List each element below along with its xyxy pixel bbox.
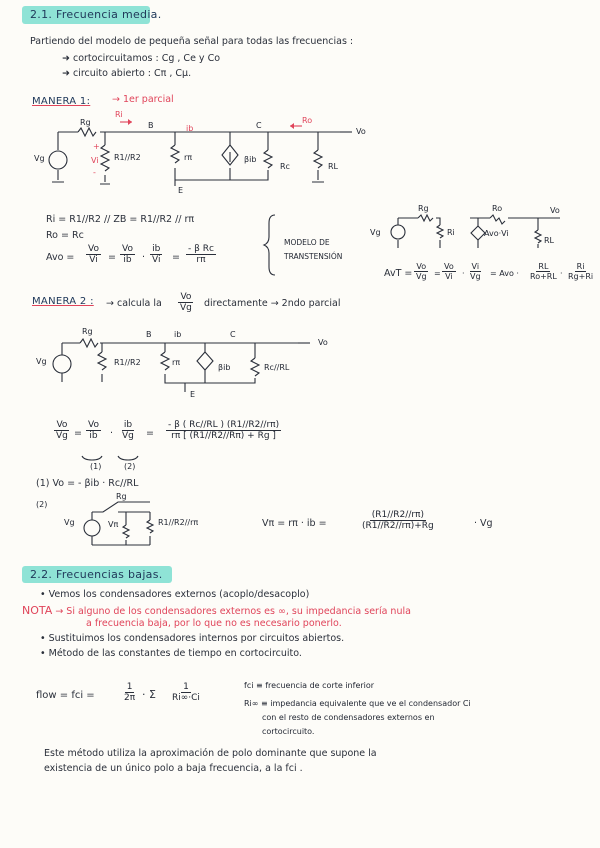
avt-f5-num: Ri (576, 262, 585, 271)
vpi-lhs: Vπ = rπ · ib = (262, 518, 327, 529)
c1-plus: + (93, 142, 100, 151)
c1-bib-label: βib (244, 155, 257, 164)
m1-eq-sym-2: · (142, 252, 146, 263)
def-line-4: cortocircuito. (262, 727, 315, 736)
m2-eq-b (120, 420, 136, 441)
section-title-2-1: 2.1. Frecuencia media. (30, 8, 162, 21)
m2-eq-lhs (54, 420, 70, 441)
m1-frac-4 (186, 244, 216, 265)
m1-eq-sym-3: = (172, 252, 180, 263)
c3-vg: Vg (64, 518, 75, 527)
c1-rpi-label: rπ (184, 153, 193, 162)
m1-f1-den: Vi (89, 255, 98, 265)
m1-f4-num: - β Rc (188, 244, 214, 254)
mod-ro: Ro (492, 204, 503, 213)
section-title-2-2: 2.2. Frecuencias bajas. (30, 568, 163, 581)
avt-frac-3 (468, 262, 483, 281)
mod-ri: Ri (447, 228, 455, 237)
manera2-text-post: directamente → 2ndo parcial (204, 298, 341, 309)
manera1-arrow-text: → 1er parcial (112, 94, 174, 105)
c2-vo: Vo (318, 338, 328, 347)
m1-f2-num: Vo (122, 244, 133, 254)
m1-eq-ro: Ro = Rc (46, 230, 84, 241)
avt-lhs: AvT = (384, 268, 413, 279)
m2-eq-rhs-den: rπ [ (R1//R2//Rπ) + Rg ] (171, 431, 276, 441)
m2-eq-sym-1: = (74, 428, 82, 439)
m2-eq-lhs-den: Vg (56, 431, 68, 441)
avt-sym-1: = (434, 269, 441, 278)
nota-text-1: → Si alguno de los condensadores externos es ∞, su impedancia sería nula (55, 606, 411, 617)
avt-sym-2: · (462, 269, 465, 278)
m1-frac-2 (120, 244, 135, 265)
c1-vo-label: Vo (356, 127, 366, 136)
manera1-arrow-label: 1er parcial (122, 94, 174, 105)
c2-e: E (190, 390, 196, 399)
m2-eq-a-num: Vo (88, 420, 99, 430)
flow-lhs: flow = fci = (36, 690, 95, 701)
avt-frac-1 (414, 262, 429, 281)
m1-frac-3 (150, 244, 162, 265)
avt-f2-den: Vi (445, 272, 453, 281)
m2-eq-sym-3: = (146, 428, 154, 439)
manera2-frac (178, 292, 194, 313)
m1-eq-avo-lhs: Avo = (46, 252, 75, 263)
avt-mid: = Avo · (490, 269, 519, 278)
m2-eq-rhs (166, 420, 281, 441)
c2-rg: Rg (82, 327, 93, 336)
c3-rg: Rg (116, 492, 127, 501)
m2-eq-b-den: Vg (122, 431, 134, 441)
def-line-2: Ri∞ ≡ impedancia equivalente que ve el condensador Ci (244, 699, 471, 708)
m2-eq-tag-2: (2) (124, 462, 136, 471)
intro-bullet-1-text: cortocircuitamos : Cg , Ce y Co (72, 53, 221, 64)
m1-model-label: MODELO DE TRANSTENSIÓN (284, 238, 343, 261)
m1-f3-den: Vi (152, 255, 161, 265)
m1-f3-num: ib (152, 244, 161, 254)
bajas-bullet-2: • Sustituimos los condensadores internos por circuitos abiertos. (40, 633, 345, 644)
c1-e-label: E (178, 186, 184, 195)
c2-c: C (230, 330, 236, 339)
nota-label: NOTA (22, 604, 53, 617)
bajas-b3-text: Método de las constantes de tiempo en cortocircuito. (48, 648, 302, 659)
m1-eq-ri: Ri = R1//R2 // ZB = R1//R2 // rπ (46, 214, 195, 225)
vpi-num: (R1//R2//rπ) (371, 510, 424, 520)
avt-f4-num: RL (538, 262, 549, 271)
c1-ri-label: Ri (115, 110, 123, 119)
avt-f3-num: Vi (471, 262, 480, 271)
manera2-text-pre: → calcula la (106, 298, 162, 309)
paragraph-line-2: existencia de un único polo a baja frecuencia, a la fci . (44, 763, 303, 774)
intro-bullet-1: ➜ cortocircuitamos : Cg , Ce y Co (62, 53, 221, 64)
avt-f2-num: Vo (444, 262, 454, 271)
m1-f4-den: rπ (196, 255, 206, 265)
vpi-den: (R1//R2//rπ)+Rg (362, 521, 434, 531)
c1-ib-label: ib (186, 124, 194, 133)
bajas-b2-text: Sustituimos los condensadores internos por circuitos abiertos. (48, 633, 345, 644)
c1-b-label: B (148, 121, 154, 130)
manera2-label: MANERA 2 : (32, 296, 94, 307)
m2-line-1: (1) Vo = - βib · Rc//RL (36, 478, 139, 489)
avt-sym-3: · (560, 269, 563, 278)
bajas-bullet-3: • Método de las constantes de tiempo en cortocircuito. (40, 648, 302, 659)
flow-sum: · Σ (142, 688, 156, 701)
m2-f-den: Vg (180, 303, 192, 313)
flow-f2-den: Ri∞·Ci (172, 693, 200, 703)
bajas-b1-text: Vemos los condensadores externos (acoplo/desacoplo) (48, 589, 310, 600)
m2-line-2: (2) (36, 500, 48, 509)
mod-avo: Avo·Vi (484, 229, 509, 238)
m2-eq-b-num: ib (123, 420, 133, 430)
avt-f1-den: Vg (416, 272, 427, 281)
avt-f1-num: Vo (416, 262, 427, 271)
mod-rg: Rg (418, 204, 429, 213)
flow-frac-1 (122, 682, 137, 703)
mod-rl: RL (544, 236, 555, 245)
m2-eq-a (86, 420, 101, 441)
c1-minus: - (93, 168, 96, 177)
c2-b: B (146, 330, 152, 339)
flow-frac-2 (170, 682, 202, 703)
c3-r: R1//R2//rπ (158, 518, 199, 527)
c1-ro-label: Ro (302, 116, 313, 125)
def-line-3: con el resto de condensadores externos en (262, 713, 435, 722)
flow-f2-num: 1 (183, 682, 189, 692)
avt-frac-5 (566, 262, 595, 281)
m1-eq-sym-1: = (108, 252, 116, 263)
avt-frac-4 (528, 262, 559, 281)
m1-f1-num: Vo (88, 244, 99, 254)
intro-bullet-2: ➜ circuito abierto : Cπ , Cμ. (62, 68, 192, 79)
c2-ib: ib (174, 330, 182, 339)
nota-line-1 (22, 604, 411, 617)
c2-rcrl: Rc//RL (264, 363, 290, 372)
c2-r12: R1//R2 (114, 358, 141, 367)
avt-frac-2 (442, 262, 456, 281)
vpi-frac (360, 510, 436, 531)
intro-text: Partiendo del modelo de pequeña señal para todas las frecuencias : (30, 36, 354, 47)
def-line-1: fci ≡ frecuencia de corte inferior (244, 681, 375, 690)
c1-rc-label: Rc (280, 162, 290, 171)
c1-rg-label: Rg (80, 118, 91, 127)
c1-vg-label: Vg (34, 154, 45, 163)
avt-f4-den: Ro+RL (530, 272, 557, 281)
m2-f-num: Vo (180, 292, 192, 302)
m2-eq-rhs-num: - β ( Rc//RL ) (R1//R2//rπ) (168, 420, 280, 430)
c1-r12-label: R1//R2 (114, 153, 141, 162)
m2-eq-tag-1: (1) (90, 462, 102, 471)
c1-vi-label: Vi (91, 156, 99, 165)
vpi-post: · Vg (474, 518, 493, 529)
m2-eq-sym-2: · (110, 428, 114, 439)
c2-rpi: rπ (172, 358, 181, 367)
flow-f1-num: 1 (126, 682, 133, 692)
c2-bib: βib (218, 363, 231, 372)
flow-f1-den: 2π (124, 693, 136, 703)
c3-vpi: Vπ (108, 520, 119, 529)
c2-vg: Vg (36, 357, 47, 366)
m1-f2-den: ib (123, 255, 132, 265)
intro-bullet-2-text: circuito abierto : Cπ , Cμ. (72, 68, 192, 79)
mod-vo: Vo (550, 206, 560, 215)
c1-rl-label: RL (328, 162, 339, 171)
paragraph-line-1: Este método utiliza la aproximación de polo dominante que supone la (44, 748, 377, 759)
m1-frac-1 (86, 244, 101, 265)
bajas-bullet-1: • Vemos los condensadores externos (acoplo/desacoplo) (40, 589, 310, 600)
avt-f3-den: Vg (470, 272, 481, 281)
manera1-label: MANERA 1: (32, 96, 91, 107)
mod-vg: Vg (370, 228, 381, 237)
m2-eq-a-den: ib (89, 431, 98, 441)
avt-f5-den: Rg+Ri (568, 272, 594, 281)
c1-c-label: C (256, 121, 262, 130)
m2-eq-lhs-num: Vo (56, 420, 68, 430)
nota-line-2: a frecuencia baja, por lo que no es necesario ponerlo. (86, 618, 342, 629)
